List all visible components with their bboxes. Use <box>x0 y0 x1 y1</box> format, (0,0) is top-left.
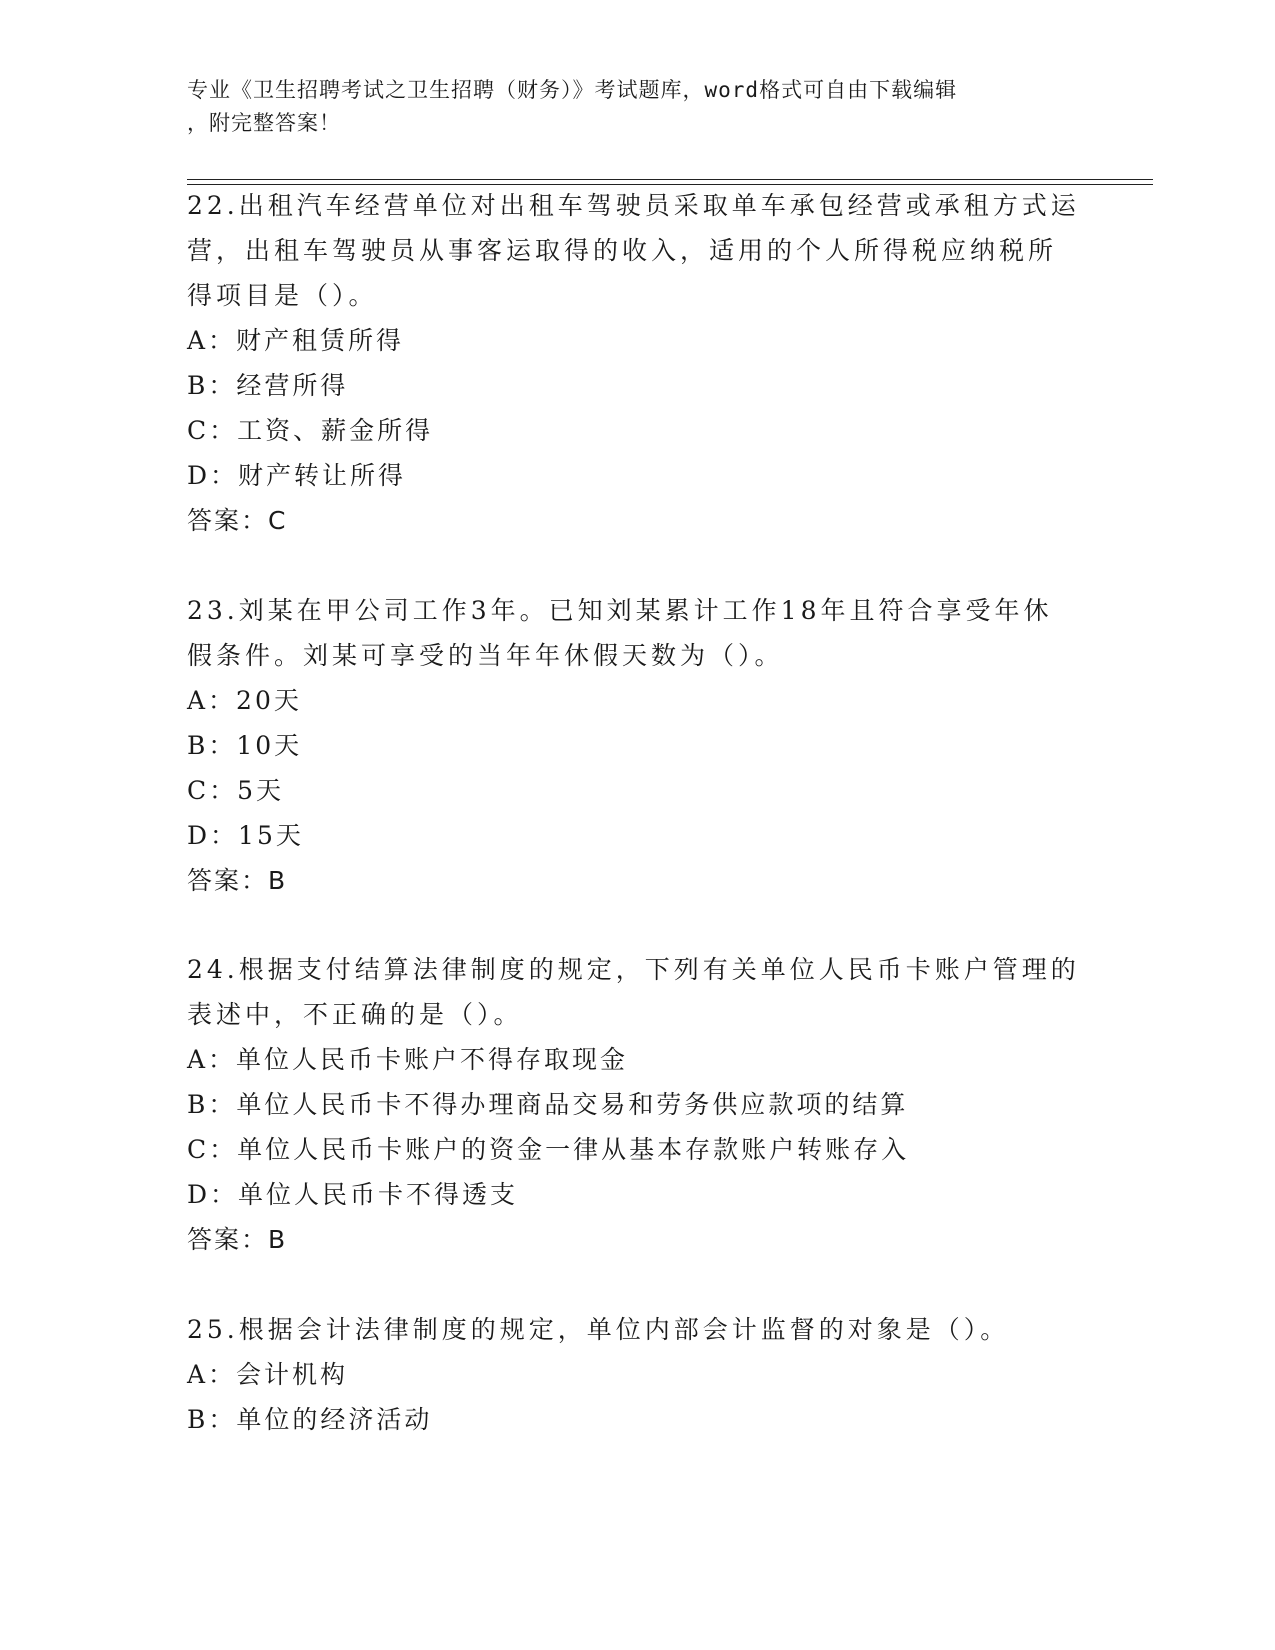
question-25 <box>187 1307 1087 1442</box>
option-d: D：单位人民币卡不得透支 <box>187 1180 519 1209</box>
answer: 答案：C <box>187 506 288 535</box>
question-text-line: 24.根据支付结算法律制度的规定，下列有关单位人民币卡账户管理的 <box>187 955 1080 984</box>
option-a: A：会计机构 <box>187 1360 349 1389</box>
question-text-line: 23.刘某在甲公司工作3年。已知刘某累计工作18年且符合享受年休 <box>187 596 1053 625</box>
question-text-line: 营，出租车驾驶员从事客运取得的收入，适用的个人所得税应纳税所 <box>187 236 1058 265</box>
header-line-2: ，附完整答案！ <box>187 111 341 135</box>
option-a: A：单位人民币卡账户不得存取现金 <box>187 1045 629 1074</box>
option-c: C：工资、薪金所得 <box>187 416 434 445</box>
question-text-line: 得项目是（）。 <box>187 281 378 310</box>
option-a: A：20天 <box>187 686 302 715</box>
option-b: B：单位的经济活动 <box>187 1405 433 1434</box>
header-divider-top <box>187 179 1153 180</box>
question-text-line: 假条件。刘某可享受的当年年休假天数为（）。 <box>187 641 784 670</box>
question-text-line: 22.出租汽车经营单位对出租车驾驶员采取单车承包经营或承租方式运 <box>187 191 1080 220</box>
question-text-line: 25.根据会计法律制度的规定，单位内部会计监督的对象是（）。 <box>187 1315 1010 1344</box>
question-22 <box>187 183 1087 543</box>
option-c: C：5天 <box>187 776 285 805</box>
option-c: C：单位人民币卡账户的资金一律从基本存款账户转账存入 <box>187 1135 910 1164</box>
question-text-line: 表述中，不正确的是（）。 <box>187 1000 523 1029</box>
option-d: D：15天 <box>187 821 304 850</box>
option-b: B：10天 <box>187 731 303 760</box>
option-b: B：经营所得 <box>187 371 349 400</box>
option-a: A：财产租赁所得 <box>187 326 405 355</box>
header-line-1: 专业《卫生招聘考试之卫生招聘（财务）》考试题库，word格式可自由下载编辑 <box>187 78 958 102</box>
question-24 <box>187 947 1087 1262</box>
option-d: D：财产转让所得 <box>187 461 407 490</box>
answer: 答案：B <box>187 1225 288 1254</box>
document-header <box>187 74 1067 140</box>
option-b: B：单位人民币卡不得办理商品交易和劳务供应款项的结算 <box>187 1090 909 1119</box>
question-23 <box>187 588 1087 903</box>
answer: 答案：B <box>187 866 288 895</box>
